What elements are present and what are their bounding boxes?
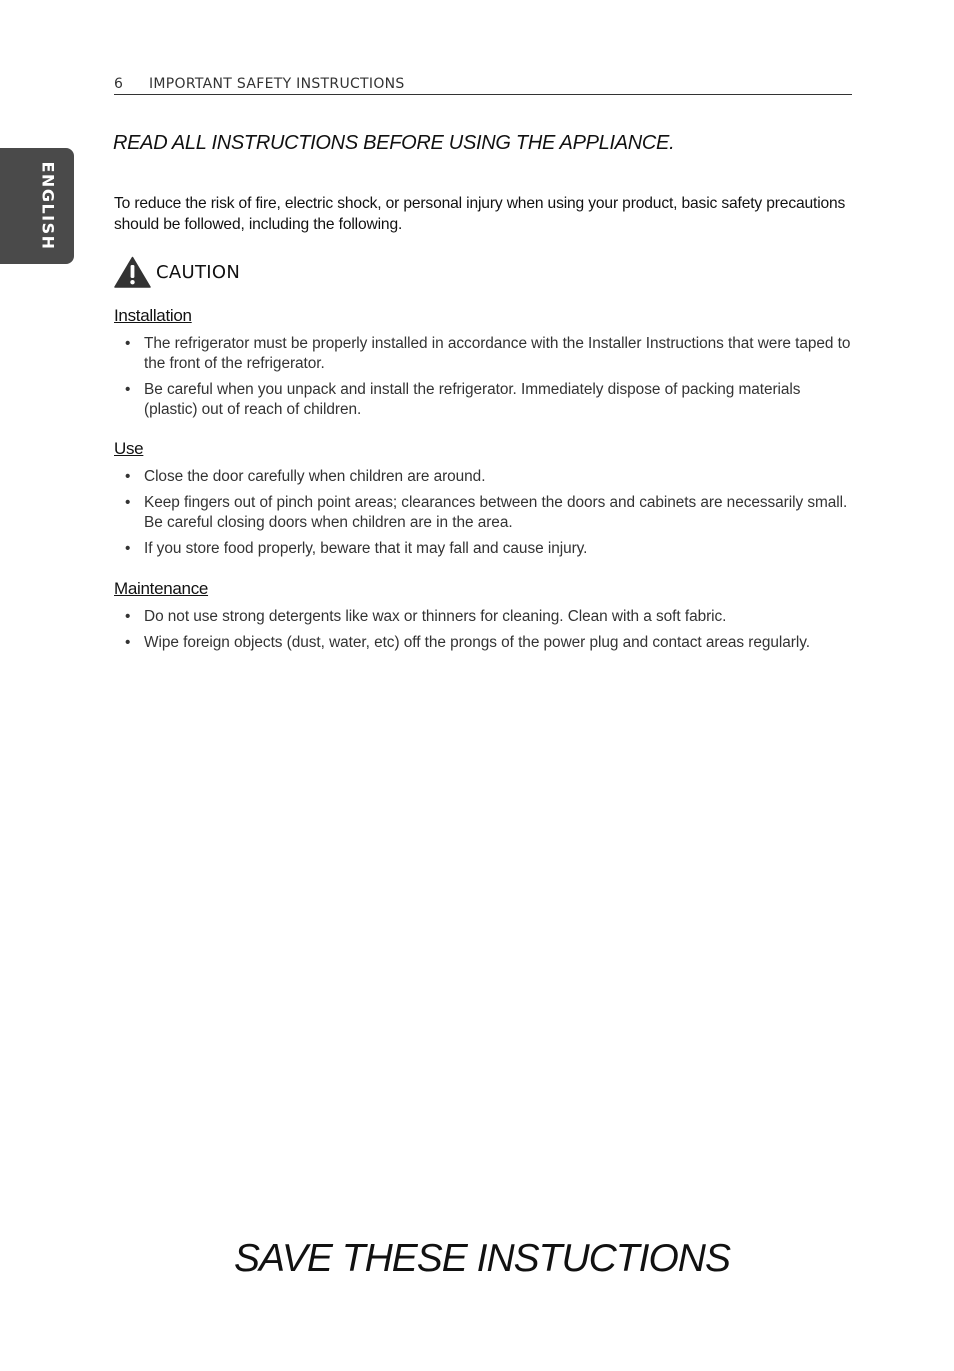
section-title-installation: Installation [114, 306, 192, 325]
list-item: • Keep fingers out of pinch point areas; clearances between the doors and cabinets are necessarily small. Be careful closing doors when children are in the area. [114, 493, 856, 533]
caution-label: CAUTION [156, 261, 241, 283]
caution-banner [114, 256, 240, 288]
list-item: • Be careful when you unpack and install the refrigerator. Immediately dispose of packing materials (plastic) out of reach of children. [114, 380, 856, 420]
installation-list [114, 334, 856, 420]
section-title-maintenance: Maintenance [114, 579, 209, 598]
language-tab-label: ENGLISH [38, 161, 58, 251]
list-item: • Do not use strong detergents like wax or thinners for cleaning. Clean with a soft fabric. [114, 607, 856, 627]
intro-paragraph: To reduce the risk of fire, electric shock, or personal injury when using your product, basic safety precautions should be followed, including the following. [114, 195, 846, 233]
installation-section [114, 305, 856, 426]
use-section [114, 438, 856, 565]
list-item: • The refrigerator must be properly installed in accordance with the Installer Instructions that were taped to the front of the refrigerator. [114, 334, 856, 374]
page-header [114, 74, 852, 95]
maintenance-list [114, 607, 856, 653]
section-title-use: Use [114, 439, 144, 458]
list-item: • Close the door carefully when children are around. [114, 467, 856, 487]
use-list [114, 467, 856, 559]
language-tab [0, 148, 74, 264]
main-heading: READ ALL INSTRUCTIONS BEFORE USING THE APPLIANCE. [113, 132, 675, 154]
header-section-title: IMPORTANT SAFETY INSTRUCTIONS [149, 76, 405, 92]
maintenance-section [114, 578, 856, 659]
page-number: 6 [114, 76, 123, 92]
list-item: • Wipe foreign objects (dust, water, etc) off the prongs of the power plug and contact areas regularly. [114, 633, 856, 653]
footer-title: SAVE THESE INSTUCTIONS [234, 1237, 730, 1280]
warning-triangle-icon [114, 256, 151, 288]
list-item: • If you store food properly, beware that it may fall and cause injury. [114, 539, 856, 559]
